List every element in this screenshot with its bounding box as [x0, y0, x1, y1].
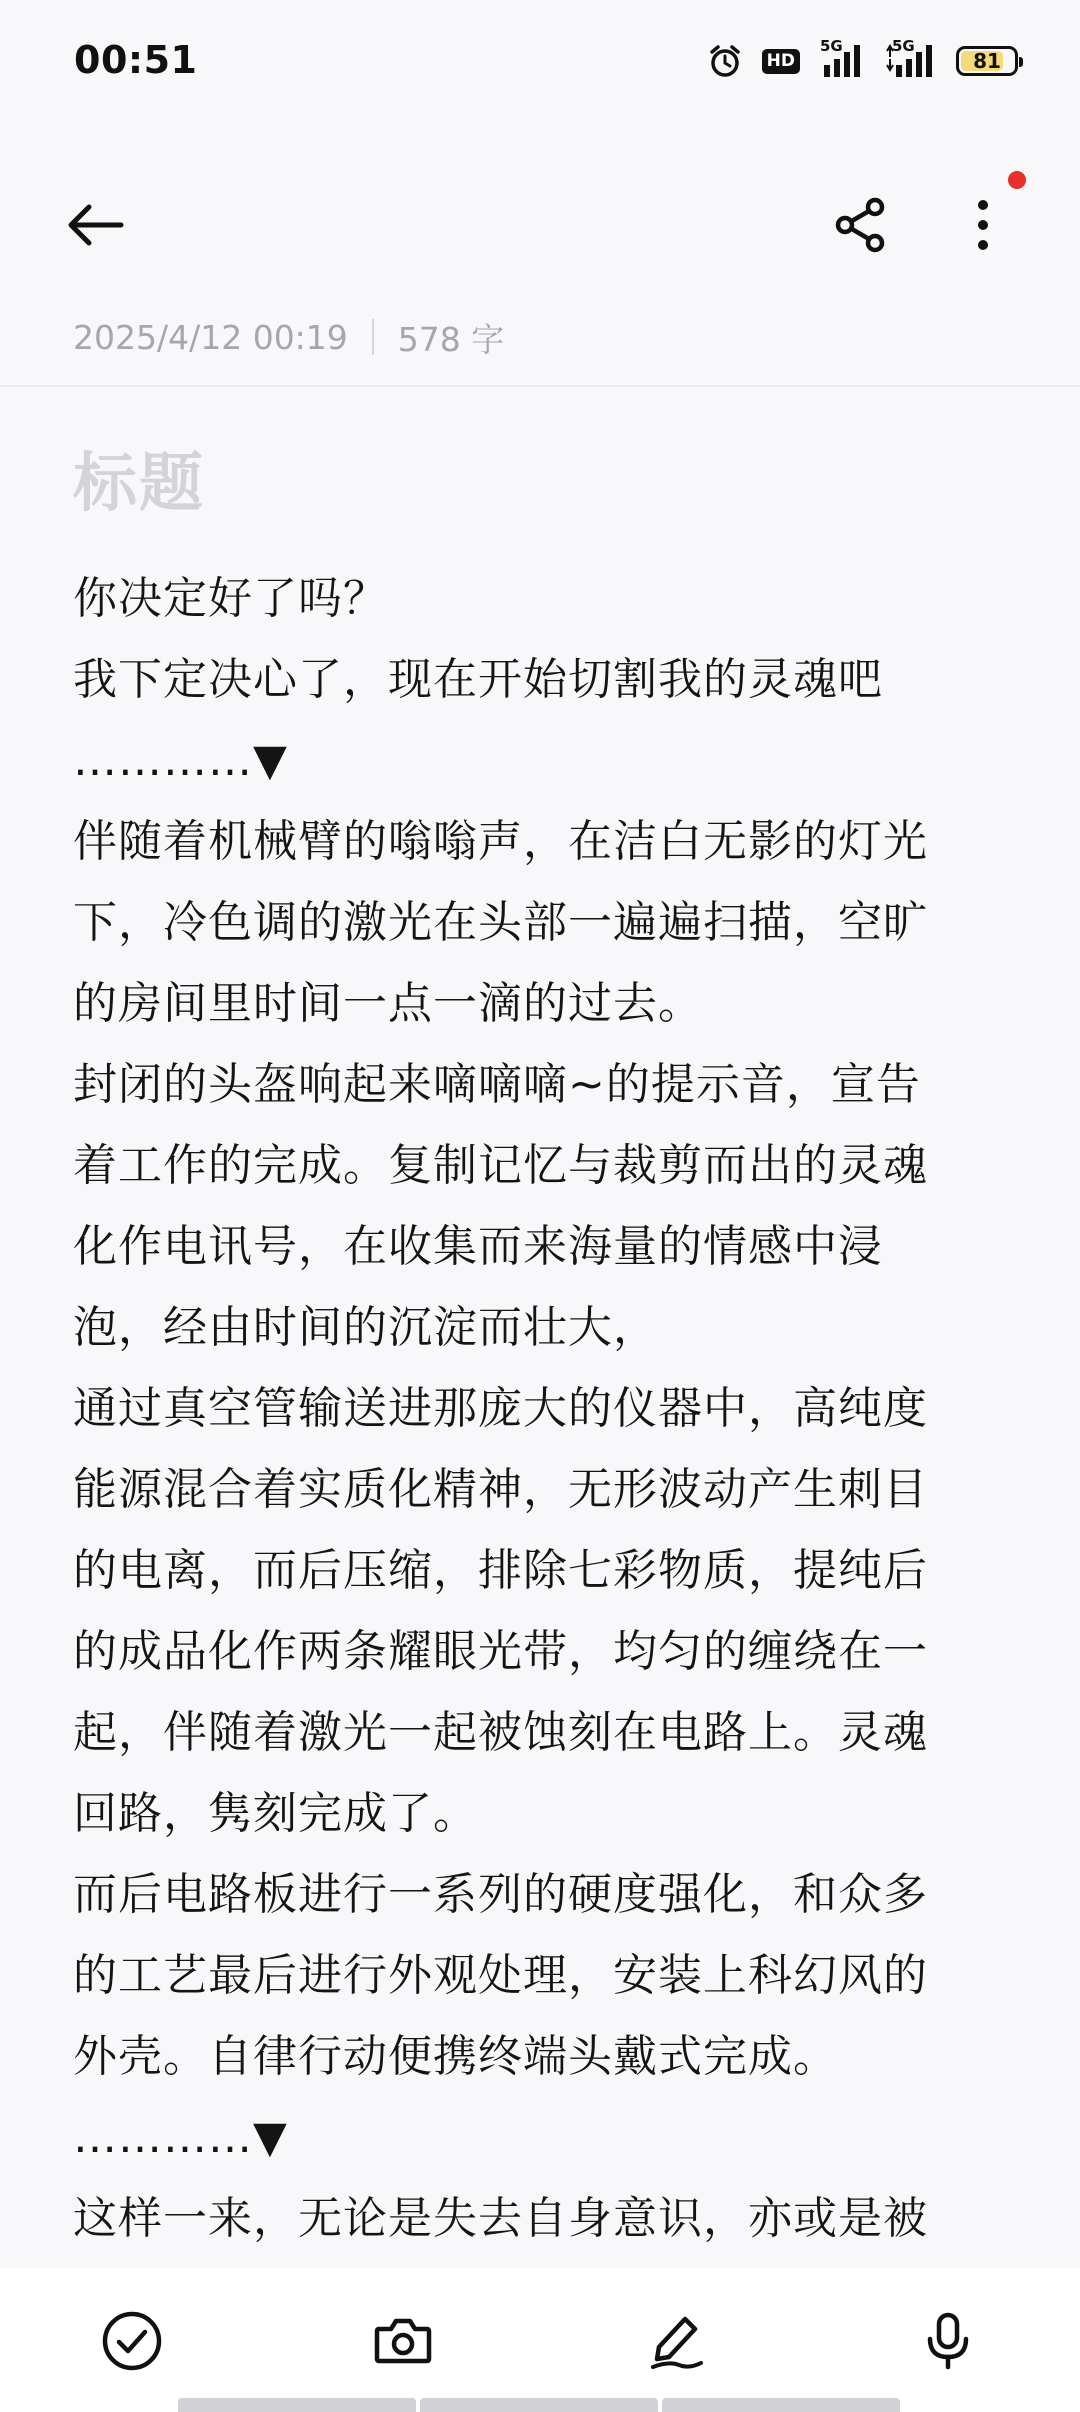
signal-5g-2-icon: 5G	[884, 43, 936, 79]
status-time: 00:51	[74, 38, 198, 82]
notification-dot	[1008, 171, 1026, 189]
meta-separator	[372, 319, 374, 355]
pen-icon	[645, 2309, 709, 2373]
share-button[interactable]	[818, 182, 904, 268]
alarm-icon	[708, 44, 742, 78]
note-line: 这样一来，无论是失去自身意识，亦或是被	[73, 2193, 928, 2244]
camera-button[interactable]	[358, 2296, 448, 2386]
note-line: 的房间里时间一点一滴的过去。	[73, 978, 703, 1029]
note-line: 泡，经由时间的沉淀而壮大，	[73, 1302, 658, 1353]
note-line: 的工艺最后进行外观处理，安装上科幻风的	[73, 1950, 928, 2001]
hd-voice-badge: HD	[762, 49, 800, 74]
more-vertical-icon	[973, 197, 993, 253]
gesture-bar-segment	[420, 2398, 658, 2412]
note-meta	[73, 312, 504, 362]
note-line: 的成品化作两条耀眼光带，均匀的缠绕在一	[73, 1626, 928, 1677]
note-line: 外壳。自律行动便携终端头戴式完成。	[73, 2031, 838, 2082]
microphone-icon	[916, 2309, 980, 2373]
voice-input-button[interactable]	[903, 2296, 993, 2386]
note-line: 起，伴随着激光一起被蚀刻在电路上。灵魂	[73, 1707, 928, 1758]
signal-5g-icon: 5G	[820, 43, 864, 79]
note-bottom-toolbar	[0, 2268, 1080, 2412]
note-line: 你决定好了吗？	[73, 573, 388, 624]
note-line: 能源混合着实质化精神，无形波动产生刺目	[73, 1464, 928, 1515]
note-line: 回路，隽刻完成了。	[73, 1788, 478, 1839]
handwriting-button[interactable]	[632, 2296, 722, 2386]
status-bar	[0, 0, 1080, 125]
note-line: 伴随着机械臂的嗡嗡声，在洁白无影的灯光	[73, 816, 928, 867]
note-toolbar	[0, 160, 1080, 260]
note-body-editor[interactable]	[73, 558, 1013, 2266]
note-title-input[interactable]: 标题	[73, 447, 205, 521]
more-options-button[interactable]	[940, 182, 1026, 268]
note-line: 着工作的完成。复制记忆与裁剪而出的灵魂	[73, 1140, 928, 1191]
note-line: 化作电讯号，在收集而来海量的情感中浸	[73, 1221, 883, 1272]
note-line: …………▼	[73, 735, 288, 786]
note-line: 通过真空管输送进那庞大的仪器中，高纯度	[73, 1383, 928, 1434]
note-line: 的电离，而后压缩，排除七彩物质，提纯后	[73, 1545, 928, 1596]
note-line: 而后电路板进行一系列的硬度强化，和众多	[73, 1869, 928, 1920]
arrow-left-icon	[65, 203, 125, 247]
note-line: 封闭的头盔响起来嘀嘀嘀~的提示音，宣告	[73, 1059, 921, 1110]
back-button[interactable]	[52, 182, 138, 268]
share-icon	[833, 197, 889, 253]
battery-indicator	[956, 46, 1018, 76]
battery-level: 81	[973, 49, 1001, 73]
gesture-bar-segment	[662, 2398, 900, 2412]
camera-icon	[371, 2309, 435, 2373]
note-line: 下，冷色调的激光在头部一遍遍扫描，空旷	[73, 897, 928, 948]
note-date: 2025/4/12 00:19	[73, 317, 348, 357]
note-line: 我下定决心了，现在开始切割我的灵魂吧	[73, 654, 883, 705]
status-icons	[708, 37, 1018, 82]
header-divider	[0, 385, 1080, 387]
note-line: …………▼	[73, 2112, 288, 2163]
checklist-button[interactable]	[87, 2296, 177, 2386]
word-count: 578 字	[397, 319, 505, 359]
gesture-bar-segment	[178, 2398, 416, 2412]
check-circle-icon	[100, 2309, 164, 2373]
